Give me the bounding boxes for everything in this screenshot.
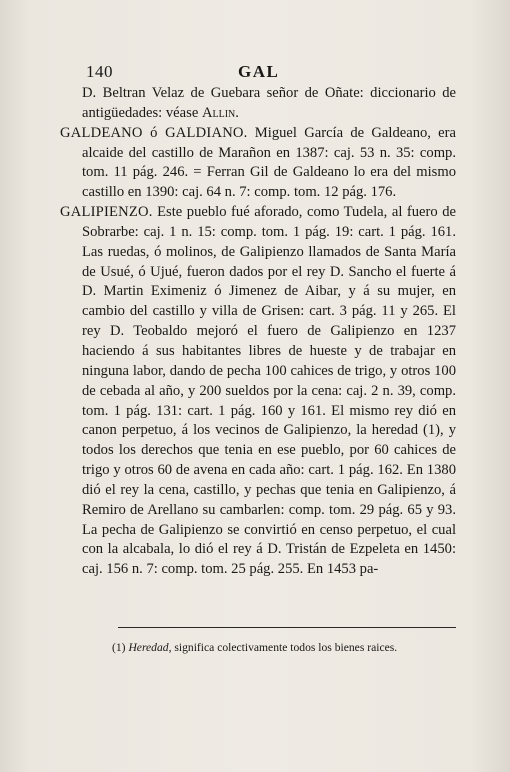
footnote-term: Heredad xyxy=(128,641,169,654)
entry-text: Este pueblo fué aforado, como Tudela, al fuero de Sobrarbe: caj. 1 n. 15: comp. tom. 1 pág. 19: cart. 1 pág. 161. Las ruedas, ó molinos, de Galipienzo llamados de Santa María de Usué, ó Ujué, fueron dados por el rey D. Sancho el fuerte á D. Martin Eximeniz ó Jimenez de Aibar, y á su mujer, en cambio del castillo y villa de Grisen: cart. 3 pág. 11 y 265. El rey D. Teobaldo mejoró el fuero de Galipienzo en 1237 haciendo á sus habitantes libres de hueste y de trabajar en ninguna labor, dando de pecha 100 cahices de trigo, y otros 100 de cebada al año, y 200 sueldos por la cena: caj. 2 n. 39, comp. tom. 1 pág. 131: cart. 1 pág. 160 y 161. El mismo rey dió en canon perpetuo, á los vecinos de Galipienzo, la heredad (1), y todos los derechos que tenia en ese pueblo, por 60 cahices de trigo y otros 60 de avena en cada año: cart. 1 pág. 162. En 1380 dió el rey la cena, castillo, y pechas que tenia en Galipienzo, á Remiro de Arellano su cambarlen: comp. tom. 29 pág. 65 y 93. La pecha de Galipienzo se convirtió en censo perpetuo, el cual con la alcabala, lo dió el rey á D. Tristán de Ezpeleta en 1450: caj. 156 n. 7: comp. tom. 25 pág. 255. En 1453 pa- xyxy=(82,204,456,578)
footnote-mark: (1) xyxy=(112,641,126,654)
page-number: 140 xyxy=(86,62,113,81)
entry-text: Miguel García de Galdeano, era alcaide del castillo de Marañon en 1387: caj. 53 n. 35: comp. tom. 11 pág. 246. = Ferran Gil de Galdeano lo era del mismo castillo en 1390: caj. 64 n. 7: comp. tom. 12 pág. 176. xyxy=(82,124,456,201)
entry-galdeano xyxy=(60,124,456,203)
entry-continuation xyxy=(60,84,456,124)
entry-text: D. Beltran Velaz de Guebara señor de Oñate: diccionario de antigüedades: véase xyxy=(82,85,456,121)
footnote-divider xyxy=(118,627,456,628)
page-header xyxy=(86,62,436,84)
entry-headword: GALDEANO ó GALDIANO. xyxy=(60,124,248,141)
entry-headword: GALIPIENZO. xyxy=(60,204,153,221)
dictionary-body xyxy=(60,84,456,580)
cross-reference: Allin. xyxy=(201,104,239,121)
footnote xyxy=(88,640,452,656)
entry-galipienzo xyxy=(60,203,456,580)
running-title: GAL xyxy=(238,62,280,81)
footnote-text: , significa colectivamente todos los bienes raices. xyxy=(168,641,398,654)
